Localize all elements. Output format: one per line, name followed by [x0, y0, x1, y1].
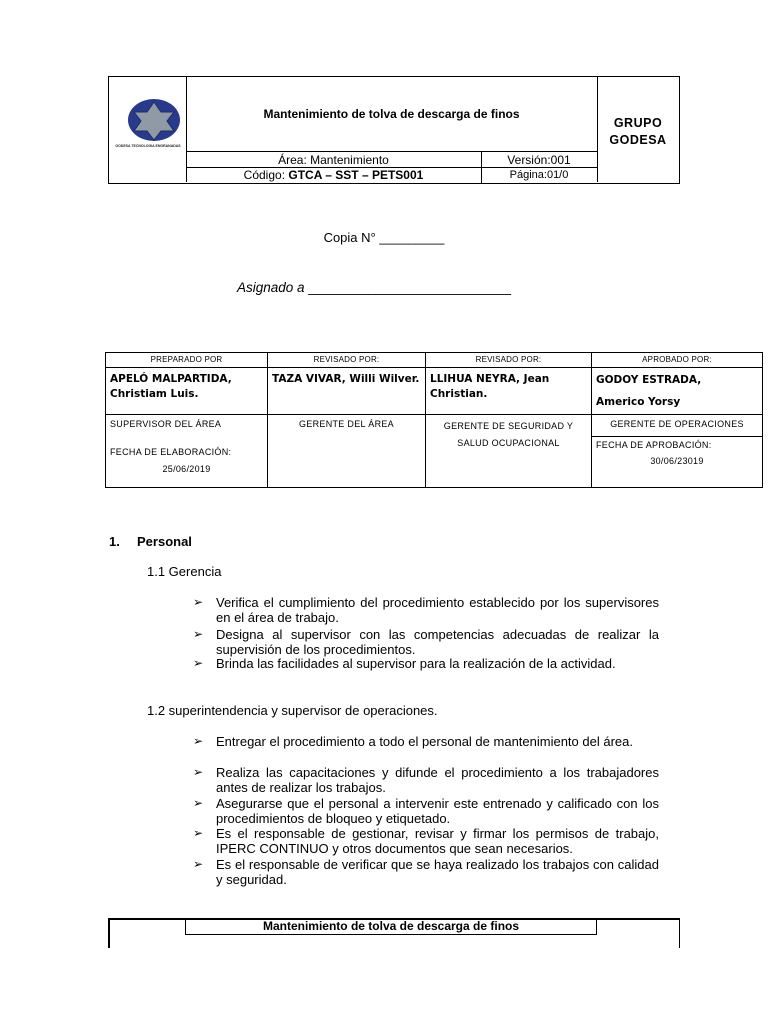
- group-name-line1: GRUPO: [613, 116, 663, 130]
- list-item-text: Verifica el cumplimiento del procedimiento establecido por los supervisores en el área de trabajo.: [216, 595, 659, 625]
- page-label: Página:01/0: [509, 169, 569, 181]
- approval-header: APROBADO POR:: [592, 353, 762, 368]
- copy-number: Copia N° _________: [323, 230, 445, 245]
- elaboration-date-label: FECHA DE ELABORACIÓN:: [110, 447, 232, 457]
- list-item: [193, 627, 659, 657]
- bullet-arrow-icon: ➢: [193, 826, 204, 840]
- code-label: Código:: [243, 168, 289, 182]
- section-title: Personal: [137, 534, 192, 549]
- list-item-text: Asegurarse que el personal a intervenir este entrenado y calificado con los procedimientos de bloqueo y etiquetado.: [216, 796, 659, 826]
- document-header: [108, 76, 680, 184]
- version-label: Versión:001: [507, 153, 571, 167]
- bullet-arrow-icon: ➢: [193, 796, 204, 810]
- approver-name-line2: Americo Yorsy: [596, 396, 681, 408]
- section-number: 1.: [109, 534, 120, 549]
- list-item: [193, 656, 659, 671]
- approver-name: [592, 368, 762, 415]
- group-cell: [597, 77, 679, 182]
- list-item-text: Realiza las capacitaciones y difunde el procedimiento a los trabajadores antes de realizar los trabajos.: [216, 765, 659, 795]
- bullet-arrow-icon: ➢: [193, 627, 204, 641]
- logo-cell: [109, 77, 187, 182]
- logo-caption: GODESA TECNOLOGIA ENGRANADAS: [115, 144, 181, 148]
- bullet-arrow-icon: ➢: [193, 765, 204, 779]
- approval-col-reviewed-2: [426, 353, 592, 487]
- code-field: [186, 168, 482, 183]
- approval-col-reviewed-1: [268, 353, 426, 487]
- list-item-text: Es el responsable de gestionar, revisar y firmar los permisos de trabajo, IPERC CONTINUO y otros documentos que sean necesarios.: [216, 826, 659, 856]
- approver-name: TAZA VIVAR, Willi Wilver.: [268, 368, 425, 415]
- company-logo-icon: [125, 97, 183, 143]
- approval-date-label: FECHA DE APROBACIÓN:: [596, 440, 712, 450]
- approval-col-prepared: [106, 353, 268, 487]
- approval-col-approved: [592, 353, 762, 487]
- assigned-to-label: Asignado a: [237, 280, 309, 295]
- area-label: Área: Mantenimiento: [186, 152, 482, 168]
- group-name-line2: GODESA: [609, 133, 667, 147]
- approver-role: SUPERVISOR DEL ÁREA: [110, 419, 222, 429]
- header-middle: [186, 77, 598, 182]
- list-item: [193, 826, 659, 856]
- header-row-code: [186, 167, 597, 183]
- approver-role: GERENTE DE OPERACIONES: [592, 415, 762, 437]
- approval-header: PREPARADO POR: [106, 353, 267, 368]
- group-name: [597, 115, 679, 149]
- list-item: [193, 595, 659, 625]
- elaboration-date: 25/06/2019: [162, 464, 211, 474]
- approver-role: GERENTE DEL ÁREA: [299, 419, 394, 429]
- approver-name: LLIHUA NEYRA, Jean Christian.: [426, 368, 591, 415]
- list-item: [193, 734, 659, 749]
- assigned-to-line: ___________________________: [308, 280, 512, 295]
- bullet-arrow-icon: ➢: [193, 595, 204, 609]
- list-item: [193, 857, 659, 887]
- header-border-left: [108, 918, 110, 948]
- next-page-header: [108, 918, 680, 948]
- list-item: [193, 765, 659, 795]
- header-row-area: [186, 151, 597, 168]
- list-item-text: Entregar el procedimiento a todo el personal de mantenimiento del área.: [216, 734, 633, 749]
- subsection-title: 1.1 Gerencia: [147, 564, 222, 579]
- approval-header: REVISADO POR:: [268, 353, 425, 368]
- header-border-right: [679, 918, 681, 948]
- next-page-title: Mantenimiento de tolva de descarga de finos: [185, 918, 597, 935]
- approval-table: [105, 352, 763, 488]
- list-item: [193, 796, 659, 826]
- approval-header: REVISADO POR:: [426, 353, 591, 368]
- list-item-text: Es el responsable de verificar que se haya realizado los trabajos con calidad y seguridad.: [216, 857, 659, 887]
- list-item-text: Brinda las facilidades al supervisor para la realización de la actividad.: [216, 656, 616, 671]
- bullet-arrow-icon: ➢: [193, 734, 204, 748]
- bullet-arrow-icon: ➢: [193, 857, 204, 871]
- assigned-to: [237, 280, 511, 295]
- approver-name: APELÓ MALPARTIDA, Christiam Luis.: [106, 368, 267, 415]
- list-item-text: Designa al supervisor con las competencias adecuadas de realizar la supervisión de los procedimientos.: [216, 627, 659, 657]
- subsection-title: 1.2 superintendencia y supervisor de operaciones.: [147, 703, 438, 718]
- code-value: GTCA – SST – PETS001: [288, 168, 424, 182]
- approver-role: GERENTE DE SEGURIDAD Y SALUD OCUPACIONAL: [443, 421, 574, 448]
- approver-name-line1: GODOY ESTRADA,: [596, 374, 702, 386]
- document-title: Mantenimiento de tolva de descarga de finos: [263, 107, 520, 121]
- approval-date: 30/06/23019: [650, 456, 704, 466]
- bullet-arrow-icon: ➢: [193, 656, 204, 670]
